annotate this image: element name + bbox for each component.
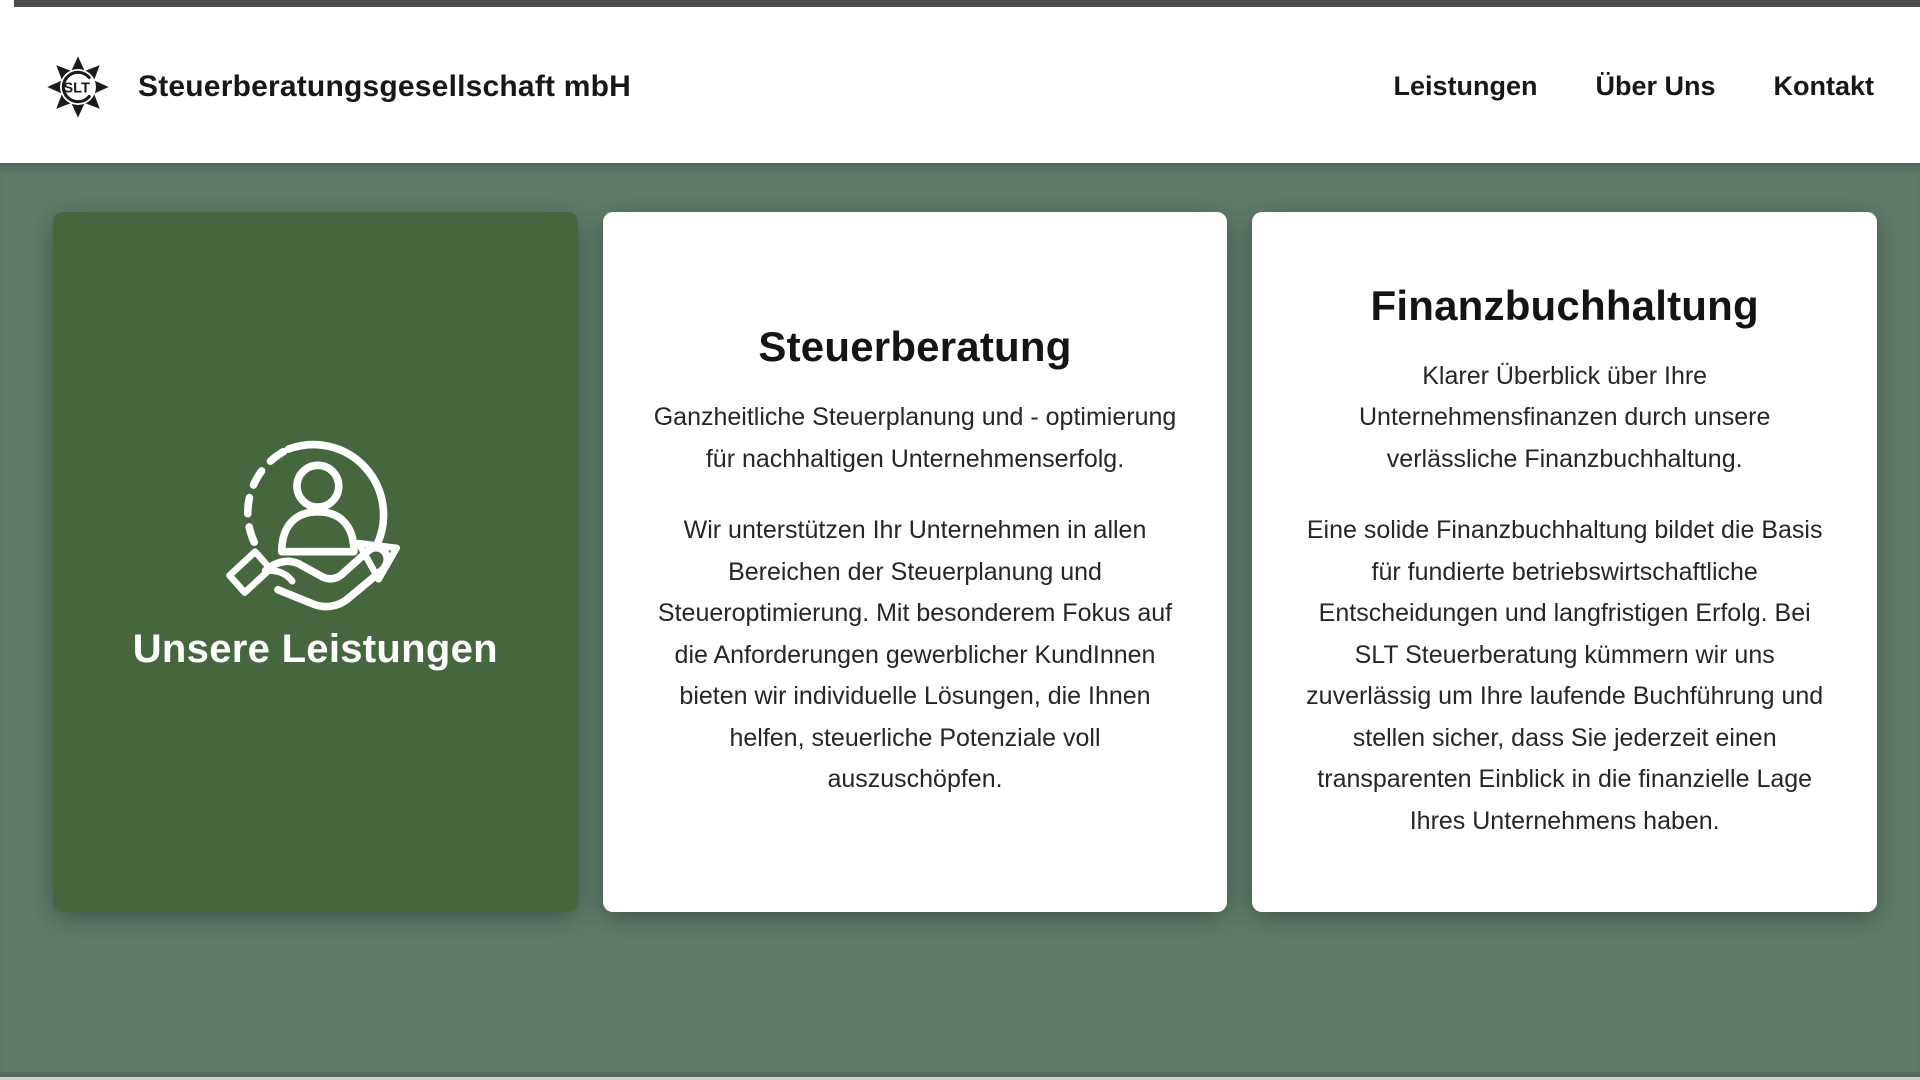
- finanzbuchhaltung-card: [1252, 212, 1877, 912]
- browser-top-strip: [14, 0, 1920, 7]
- steuerberatung-title: Steuerberatung: [758, 323, 1072, 371]
- steuerberatung-body: Wir unterstützen Ihr Unternehmen in allen Bereichen der Steuerplanung und Steueroptimierung. Mit besonderem Fokus auf die Anforderungen gewerblicher KundInnen bieten wir individuelle Lösungen, die Ihnen helfen, steuerliche Potenziale voll auszuschöpfen.: [657, 516, 1173, 794]
- nav-item-ueber-uns[interactable]: Über Uns: [1595, 71, 1716, 101]
- steuerberatung-intro: Ganzheitliche Steuerplanung und - optimierung für nachhaltigen Unternehmenserfolg.: [653, 403, 1177, 473]
- finanzbuchhaltung-title: Finanzbuchhaltung: [1370, 281, 1759, 329]
- bottom-edge-strip: [0, 1072, 1920, 1080]
- services-cards-row: [0, 163, 1920, 912]
- site-title: Steuerberatungsgesellschaft mbH: [138, 69, 631, 103]
- services-intro-card: [53, 212, 578, 912]
- nav-item-kontakt[interactable]: Kontakt: [1773, 71, 1874, 101]
- hand-holding-person-cycle-icon: [220, 425, 410, 611]
- finanzbuchhaltung-intro: Klarer Überblick über Ihre Unternehmensfinanzen durch unsere verlässliche Finanzbuchhaltung.: [1358, 361, 1771, 473]
- hero-section: [0, 163, 1920, 1080]
- nav-item-leistungen[interactable]: Leistungen: [1393, 71, 1538, 101]
- steuerberatung-card: [603, 212, 1228, 912]
- slt-compass-logo-icon[interactable]: [46, 55, 110, 119]
- site-header: [0, 0, 1920, 163]
- main-nav: [1393, 71, 1874, 102]
- finanzbuchhaltung-body: Eine solide Finanzbuchhaltung bildet die Basis für fundierte betriebswirtschaftliche Entscheidungen und langfristigen Erfolg. Bei SLT Steuerberatung kümmern wir uns zuverlässig um Ihre laufende Buchführung und stellen sicher, dass Sie jederzeit einen transparenten Einblick in die finanzielle Lage Ihres Unternehmens haben.: [1306, 516, 1824, 835]
- services-card-title: Unsere Leistungen: [132, 626, 498, 671]
- svg-text:SLT: SLT: [63, 79, 90, 96]
